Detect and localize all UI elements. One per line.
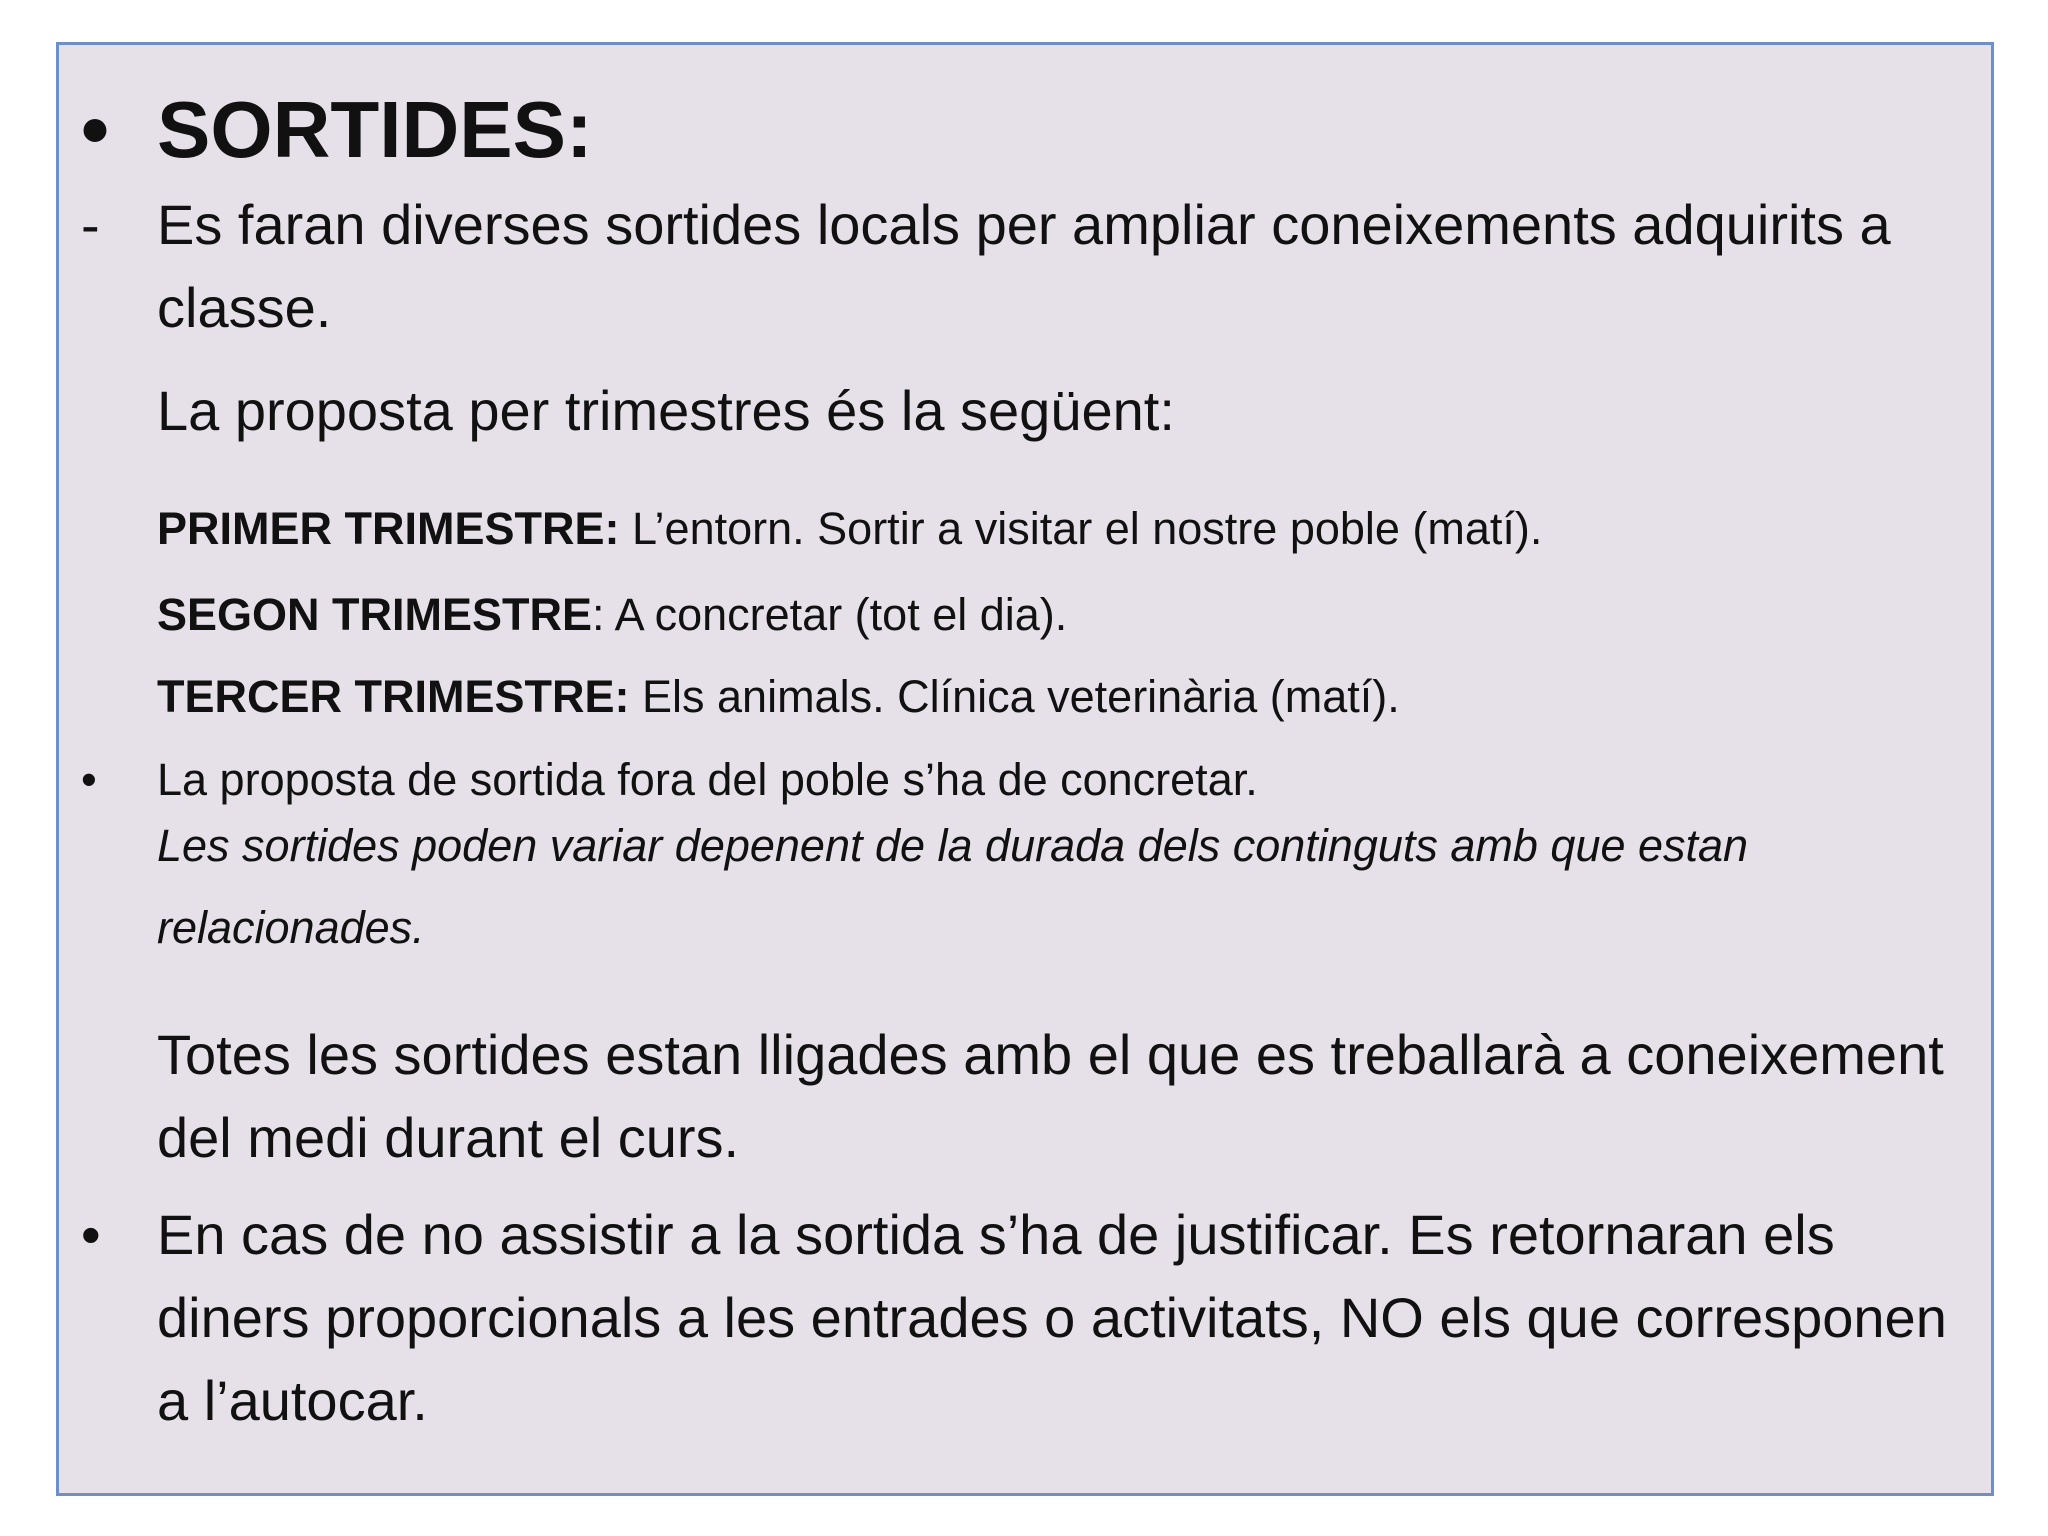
- trimester-second: [157, 585, 1971, 645]
- trimester-third: [157, 667, 1971, 727]
- trimester-first-text: L’entorn. Sortir a visitar el nostre poble (matí).: [619, 503, 1543, 554]
- outside-trip-bullet: •: [81, 754, 97, 805]
- variation-note: Les sortides poden variar depenent de la durada dels continguts amb que estan relacionades.: [157, 820, 1749, 953]
- trimester-second-text: : A concretar (tot el dia).: [592, 589, 1068, 640]
- outside-trip-line: La proposta de sortida fora del poble s’ha de concretar.: [157, 754, 1258, 805]
- absence-note: En cas de no assistir a la sortida s’ha de justificar. Es retornaran els diners proporcionals a les entrades o activitats, NO els que corresponen a l’autocar.: [157, 1203, 1947, 1432]
- trimester-first: [157, 499, 1971, 559]
- trimester-third-text: Els animals. Clínica veterinària (matí).: [629, 671, 1400, 722]
- title-bullet: •: [81, 85, 110, 174]
- trimester-third-label: TERCER TRIMESTRE:: [157, 671, 630, 722]
- slide-panel: [56, 42, 1994, 1496]
- slide-title: SORTIDES:: [157, 85, 593, 174]
- trimester-second-label: SEGON TRIMESTRE: [157, 589, 593, 640]
- intro-line: Es faran diverses sortides locals per ampliar coneixements adquirits a classe.: [157, 193, 1891, 339]
- trimester-first-label: PRIMER TRIMESTRE:: [157, 503, 620, 554]
- linked-note: Totes les sortides estan lligades amb el que es treballarà a coneixement del medi durant el curs.: [157, 1023, 1944, 1169]
- proposal-line: La proposta per trimestres és la següent:: [157, 379, 1175, 442]
- absence-bullet: •: [81, 1203, 101, 1266]
- intro-dash: -: [81, 193, 100, 256]
